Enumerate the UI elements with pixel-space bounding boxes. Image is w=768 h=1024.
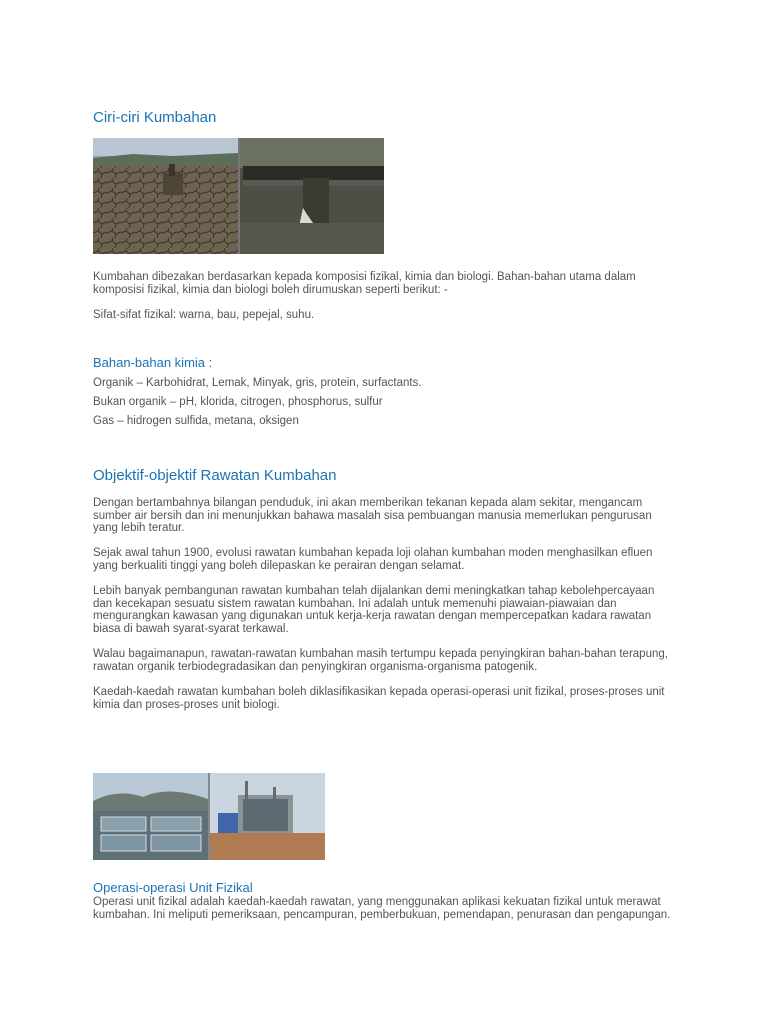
chemicals-item-gas: Gas – hidrogen sulfida, metana, oksigen [93, 415, 299, 427]
chemicals-title: Bahan-bahan kimia : [93, 355, 213, 370]
section1-intro: Kumbahan dibezakan berdasarkan kepada komposisi fizikal, kimia dan biologi. Bahan-bahan utama dalam komposisi fizikal, kimia dan biologi boleh dirumuskan seperti berikut: - [93, 271, 636, 296]
chemicals-item-organic: Organik – Karbohidrat, Lemak, Minyak, gris, protein, surfactants. [93, 377, 422, 389]
section1-physical: Sifat-sifat fizikal: warna, bau, pepejal, suhu. [93, 309, 315, 321]
objectives-paragraph: Lebih banyak pembangunan rawatan kumbahan telah dijalankan demi meningkatkan tahap kebolehpercayaan dan kecekapan sesuatu sistem rawatan kumbahan. Ini adalah untuk memenuhi piawaian-piawaian dan mengurangkan kawasan yang digunakan untuk kerja-kerja rawatan dengan mempercepatkan kadara rawatan biasa di bawah syarat-syarat terkawal. [93, 585, 655, 635]
chemicals-item-inorganic: Bukan organik – pH, klorida, citrogen, phosphorus, sulfur [93, 396, 383, 408]
sludge-drying-photo [93, 138, 384, 254]
objectives-paragraph: Walau bagaimanapun, rawatan-rawatan kumbahan masih tertumpu kepada penyingkiran bahan-bahan terapung, rawatan organik terbiodegradasikan dan penyingkiran organisma-organisma patogenik. [93, 648, 668, 673]
objectives-paragraph: Kaedah-kaedah rawatan kumbahan boleh diklasifikasikan kepada operasi-operasi unit fizikal, proses-proses unit kimia dan proses-proses unit biologi. [93, 686, 665, 711]
treatment-plant-photo [93, 773, 325, 860]
objectives-title: Objektif-objektif Rawatan Kumbahan [93, 467, 337, 484]
section-title-ciri-ciri: Ciri-ciri Kumbahan [93, 109, 217, 126]
objectives-paragraph: Dengan bertambahnya bilangan penduduk, ini akan memberikan tekanan kepada alam sekitar, mengancam sumber air bersih dan ini menunjukkan bahawa masalah sisa pembuangan manusia memerlukan pengurusan yang lebih teratur. [93, 497, 652, 534]
physical-ops-title: Operasi-operasi Unit Fizikal [93, 880, 253, 895]
physical-ops-text: Operasi unit fizikal adalah kaedah-kaedah rawatan, yang menggunakan aplikasi kekuatan fizikal untuk merawat kumbahan. Ini meliputi pemeriksaan, pencampuran, pemberbukuan, pemendapan, penurasan dan pengapungan. [93, 896, 671, 921]
objectives-paragraph: Sejak awal tahun 1900, evolusi rawatan kumbahan kepada loji olahan kumbahan moden menghasilkan efluen yang berkualiti tinggi yang boleh dilepaskan ke perairan dengan selamat. [93, 547, 653, 572]
